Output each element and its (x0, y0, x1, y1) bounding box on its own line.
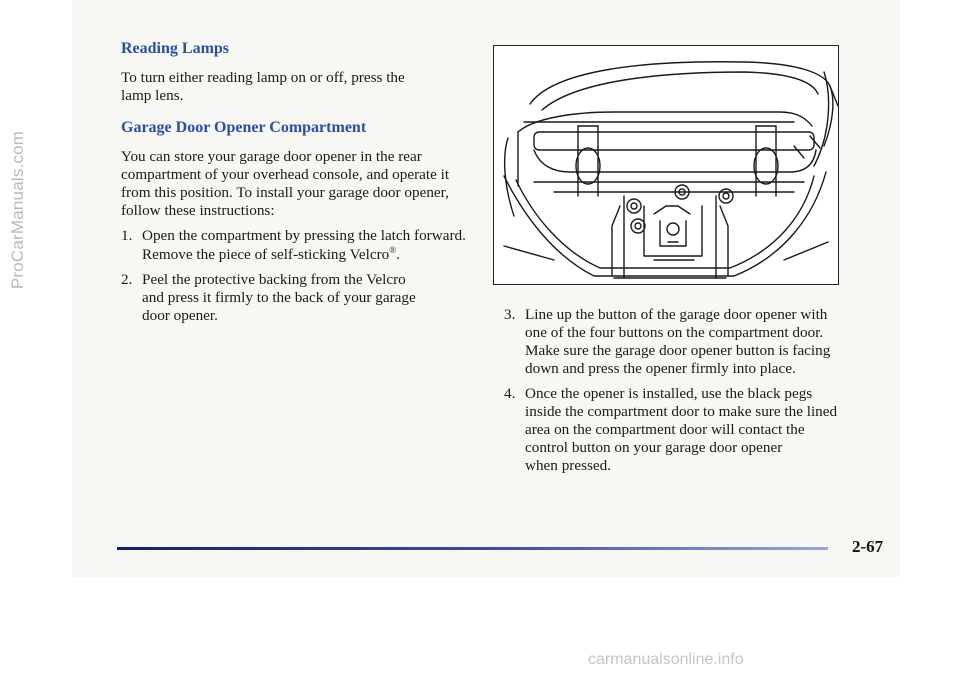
registered-mark: ® (389, 244, 397, 255)
reading-lamps-line: To turn either reading lamp on or off, press the (121, 69, 405, 86)
garage-intro-line: follow these instructions: (121, 202, 275, 219)
step-line-end: . (396, 246, 400, 263)
garage-intro-line: from this position. To install your garage door opener, (121, 184, 449, 201)
step-line: and press it firmly to the back of your garage (142, 289, 416, 306)
step-line: Make sure the garage door opener button is facing (525, 342, 831, 359)
side-watermark (4, 20, 32, 400)
side-watermark-text: ProCarManuals.com (8, 130, 27, 290)
step-line: Open the compartment by pressing the latch forward. (142, 227, 466, 244)
step-number: 4. (504, 385, 516, 402)
step-line: one of the four buttons on the compartment door. (525, 324, 824, 341)
step-line: inside the compartment door to make sure the lined (525, 403, 838, 420)
step-number: 3. (504, 306, 516, 323)
step-line: Once the opener is installed, use the black pegs (525, 385, 813, 402)
reading-lamps-heading: Reading Lamps (121, 40, 230, 57)
step-line: area on the compartment door will contact the (525, 421, 805, 438)
step-line-with-mark (142, 246, 400, 264)
step-line: Peel the protective backing from the Velcro (142, 271, 406, 288)
step-2 (121, 271, 481, 327)
footer-rule (117, 547, 828, 550)
step-line: Remove the piece of self-sticking Velcro (142, 246, 390, 263)
page-number: 2-67 (852, 537, 884, 556)
garage-intro-line: You can store your garage door opener in the rear (121, 148, 422, 165)
overhead-console-drawing (494, 46, 838, 284)
step-line: door opener. (142, 307, 218, 324)
compartment-illustration (493, 45, 839, 285)
step-4 (504, 385, 884, 477)
garage-heading: Garage Door Opener Compartment (121, 119, 367, 136)
step-number: 2. (121, 271, 133, 288)
step-line: Line up the button of the garage door opener with (525, 306, 828, 323)
step-line: when pressed. (525, 457, 612, 474)
step-line: down and press the opener firmly into place. (525, 360, 796, 377)
step-line: control button on your garage door opener (525, 439, 783, 456)
step-number: 1. (121, 227, 133, 244)
garage-intro-line: compartment of your overhead console, and operate it (121, 166, 450, 183)
footer-watermark: carmanualsonline.info (588, 651, 744, 668)
step-3 (504, 306, 884, 380)
reading-lamps-line: lamp lens. (121, 87, 184, 104)
step-1 (121, 227, 501, 267)
